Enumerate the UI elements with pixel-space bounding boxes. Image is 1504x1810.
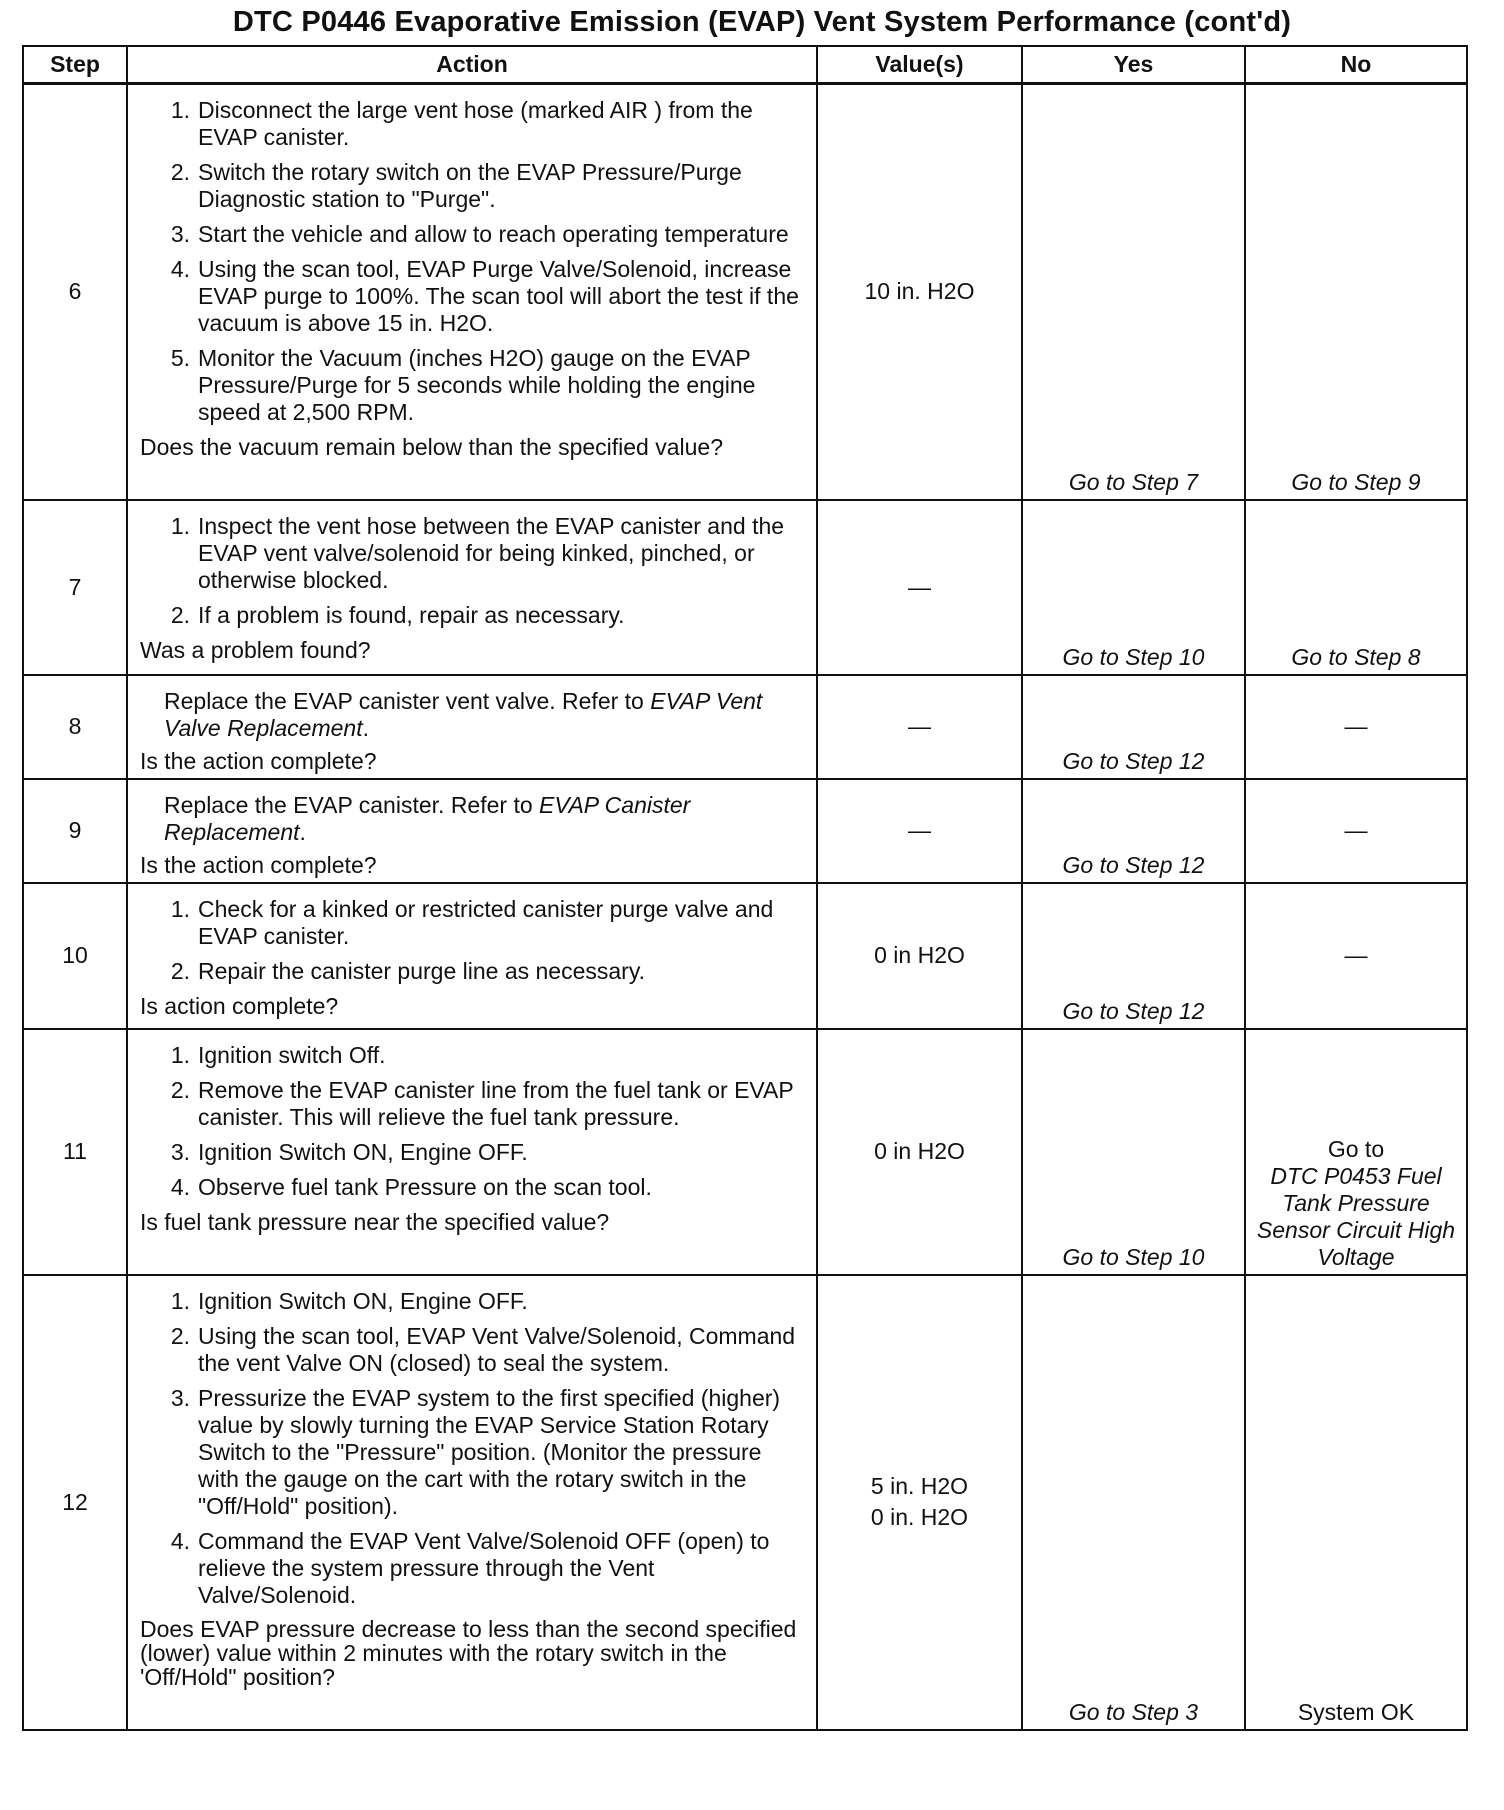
- header-yes: Yes: [1022, 46, 1245, 84]
- action-cell: [127, 883, 817, 1029]
- table-row-step-12: [23, 1275, 1467, 1730]
- list-item: 3. Pressurize the EVAP system to the first specified (higher) value by slowly turning the EVAP Service Station Rotary Switch to the "Pressure" position. (Monitor the pressure with the gauge on the cart with the rotary switch in the "Off/Hold" position).: [170, 1384, 781, 1519]
- question-text: Is the action complete?: [140, 747, 377, 774]
- table-row-step-9: [23, 779, 1467, 883]
- action-list: [140, 513, 806, 629]
- yes-result: Go to Step 3: [1022, 1275, 1245, 1730]
- list-item: 2. Repair the canister purge line as necessary.: [170, 957, 646, 984]
- question-text: Does the vacuum remain below than the specified value?: [140, 434, 724, 460]
- list-item: 2. Remove the EVAP canister line from the fuel tank or EVAP canister. This will relieve the fuel tank pressure.: [170, 1076, 794, 1130]
- header-row: [23, 46, 1467, 84]
- list-item: 2. Switch the rotary switch on the EVAP Pressure/Purge Diagnostic station to "Purge".: [170, 159, 742, 212]
- action-cell: [127, 500, 817, 675]
- question-text: Is action complete?: [140, 992, 339, 1019]
- list-item: 1. Inspect the vent hose between the EVAP canister and the EVAP vent valve/solenoid for being kinked, pinched, or otherwise blocked.: [170, 512, 785, 593]
- step-number: 12: [23, 1275, 127, 1730]
- header-values: Value(s): [817, 46, 1022, 84]
- value-text-low: 0 in. H2O: [870, 1504, 969, 1530]
- list-item: 5. Monitor the Vacuum (inches H2O) gauge on the EVAP Pressure/Purge for 5 seconds while holding the engine speed at 2,500 RPM.: [170, 345, 756, 425]
- header-step: Step: [23, 46, 127, 84]
- action-list: [140, 1042, 806, 1201]
- value-cell: [817, 84, 1022, 500]
- table-row-step-8: [23, 675, 1467, 779]
- list-item: 4. Using the scan tool, EVAP Purge Valve/Solenoid, increase EVAP purge to 100%. The scan tool will abort the test if the vacuum is above 15 in. H2O.: [170, 256, 799, 336]
- question-text: Is the action complete?: [140, 851, 377, 878]
- value-cell: [817, 883, 1022, 1029]
- value-text: 0 in H2O: [874, 1138, 965, 1164]
- value-text-high: 5 in. H2O: [870, 1473, 969, 1499]
- action-list: [140, 97, 806, 426]
- table-row-step-11: [23, 1029, 1467, 1275]
- no-result: —: [1245, 779, 1467, 883]
- yes-result: Go to Step 12: [1022, 883, 1245, 1029]
- step-number: 7: [23, 500, 127, 675]
- list-item: 3. Start the vehicle and allow to reach operating temperature: [170, 221, 789, 247]
- value-cell: [817, 1275, 1022, 1730]
- yes-result: Go to Step 12: [1022, 779, 1245, 883]
- table-row-step-7: [23, 500, 1467, 675]
- value-text: —: [908, 713, 931, 739]
- value-cell: [817, 675, 1022, 779]
- action-cell: [127, 779, 817, 883]
- list-item: 1. Check for a kinked or restricted canister purge valve and EVAP canister.: [170, 895, 774, 949]
- table-row-step-6: [23, 84, 1467, 500]
- table-row-step-10: [23, 883, 1467, 1029]
- no-result-reference: DTC P0453 Fuel Tank Pressure Sensor Circuit High Voltage: [1256, 1162, 1456, 1270]
- question-text: Does EVAP pressure decrease to less than the second specified (lower) value within 2 minutes with the rotary switch in the 'Off/Hold" position?: [140, 1615, 797, 1690]
- no-result: —: [1245, 675, 1467, 779]
- action-list: [140, 896, 806, 985]
- yes-result: Go to Step 7: [1022, 84, 1245, 500]
- value-text: —: [908, 573, 931, 600]
- header-no: No: [1245, 46, 1467, 84]
- no-result: —: [1245, 883, 1467, 1029]
- no-result: Go to Step 8: [1245, 500, 1467, 675]
- instruction-text: Replace the EVAP canister vent valve. Refer to EVAP Vent Valve Replacement.: [164, 687, 763, 741]
- list-item: 3. Ignition Switch ON, Engine OFF.: [170, 1138, 528, 1165]
- step-number: 6: [23, 84, 127, 500]
- list-item: 1. Ignition switch Off.: [170, 1041, 386, 1068]
- step-number: 10: [23, 883, 127, 1029]
- question-text: Was a problem found?: [140, 636, 371, 663]
- yes-result: Go to Step 10: [1022, 500, 1245, 675]
- instruction-text: Replace the EVAP canister. Refer to EVAP Canister Replacement.: [164, 791, 691, 845]
- no-result-prefix: Go to: [1327, 1135, 1385, 1162]
- header-action: Action: [127, 46, 817, 84]
- action-cell: [127, 1029, 817, 1275]
- step-number: 9: [23, 779, 127, 883]
- page-title: DTC P0446 Evaporative Emission (EVAP) Vent System Performance (cont'd): [232, 6, 1292, 38]
- list-item: 2. Using the scan tool, EVAP Vent Valve/Solenoid, Command the vent Valve ON (closed) to seal the system.: [170, 1322, 796, 1376]
- no-result: [1245, 1029, 1467, 1275]
- value-text: 10 in. H2O: [864, 278, 975, 305]
- value-cell: [817, 1029, 1022, 1275]
- action-cell: [127, 84, 817, 500]
- list-item: 4. Command the EVAP Vent Valve/Solenoid OFF (open) to relieve the system pressure through the Vent Valve/Solenoid.: [170, 1527, 770, 1608]
- yes-result: Go to Step 10: [1022, 1029, 1245, 1275]
- value-cell: [817, 500, 1022, 675]
- value-text: 0 in H2O: [874, 942, 965, 968]
- value-text: —: [908, 817, 931, 843]
- no-result: Go to Step 9: [1245, 84, 1467, 500]
- no-result: System OK: [1245, 1275, 1467, 1730]
- step-number: 11: [23, 1029, 127, 1275]
- diagnostic-table: [22, 45, 1468, 1731]
- step-number: 8: [23, 675, 127, 779]
- question-text: Is fuel tank pressure near the specified value?: [140, 1208, 610, 1235]
- list-item: 4. Observe fuel tank Pressure on the scan tool.: [170, 1173, 652, 1200]
- list-item: 1. Ignition Switch ON, Engine OFF.: [170, 1287, 528, 1314]
- value-cell: [817, 779, 1022, 883]
- action-cell: [127, 1275, 817, 1730]
- list-item: 1. Disconnect the large vent hose (marked AIR ) from the EVAP canister.: [170, 97, 753, 150]
- list-item: 2. If a problem is found, repair as necessary.: [170, 601, 625, 628]
- action-cell: [127, 675, 817, 779]
- yes-result: Go to Step 12: [1022, 675, 1245, 779]
- action-list: [140, 1288, 806, 1609]
